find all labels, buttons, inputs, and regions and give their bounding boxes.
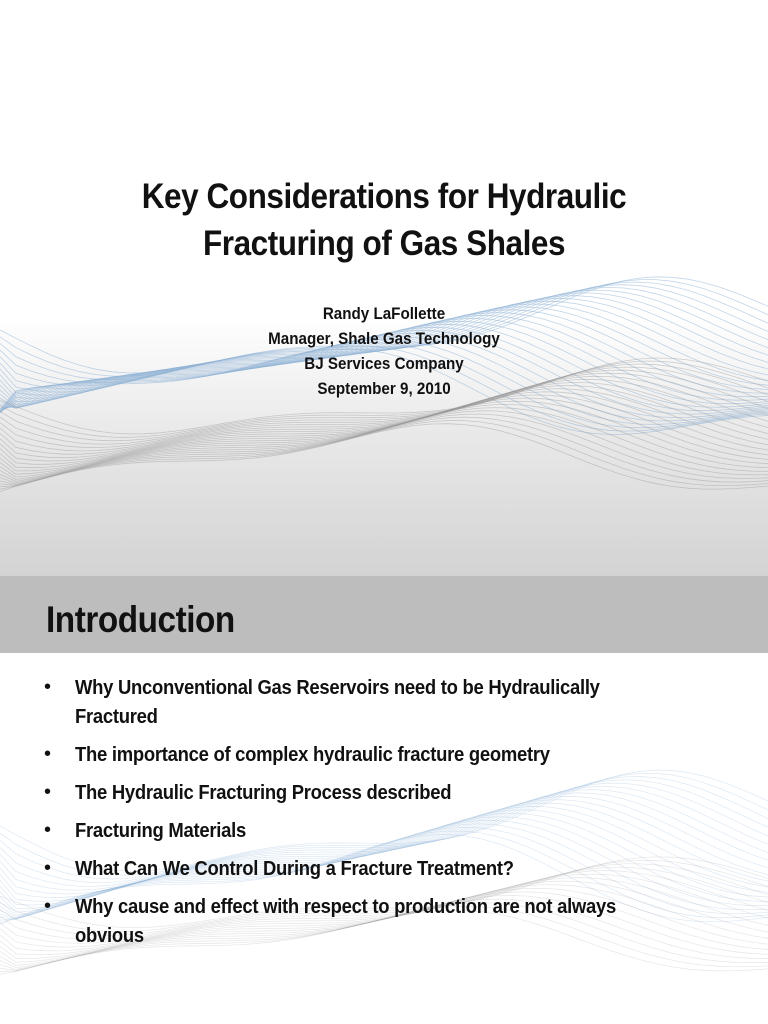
- bullet-text-line: Why cause and effect with respect to production are not always: [75, 895, 616, 918]
- presentation-title: [74, 173, 693, 267]
- slide-heading: Introduction: [46, 599, 235, 640]
- bullet-icon: •: [44, 857, 52, 879]
- bullet-item: [0, 778, 768, 807]
- bullet-icon: •: [44, 676, 52, 698]
- presentation-date: September 9, 2010: [317, 380, 451, 398]
- bullet-item: [0, 892, 768, 950]
- bullet-list: [0, 673, 768, 959]
- title-line: Key Considerations for Hydraulic: [141, 177, 627, 217]
- author-company: BJ Services Company: [304, 355, 464, 373]
- bullet-text-line: Fractured: [75, 705, 158, 728]
- bullet-text-line: obvious: [75, 924, 144, 947]
- bullet-text-line: The Hydraulic Fracturing Process described: [75, 781, 452, 804]
- author-block: [108, 302, 660, 402]
- bullet-text-line: Fracturing Materials: [75, 819, 246, 842]
- bullet-item: [0, 816, 768, 845]
- bullet-text-line: What Can We Control During a Fracture Treatment?: [75, 857, 514, 880]
- bullet-icon: •: [44, 819, 52, 841]
- slide-header-band: [0, 576, 768, 653]
- bullet-text-line: Why Unconventional Gas Reservoirs need to be Hydraulically: [75, 676, 600, 699]
- introduction-slide: [0, 576, 768, 1024]
- bullet-item: [0, 673, 768, 731]
- bullet-item: [0, 740, 768, 769]
- bullet-icon: •: [44, 743, 52, 765]
- bullet-icon: •: [44, 781, 52, 803]
- title-line: Fracturing of Gas Shales: [202, 224, 566, 264]
- author-position: Manager, Shale Gas Technology: [268, 330, 500, 348]
- author-name: Randy LaFollette: [322, 305, 446, 323]
- bullet-icon: •: [44, 895, 52, 917]
- bullet-item: [0, 854, 768, 883]
- bullet-text-line: The importance of complex hydraulic fracture geometry: [75, 743, 550, 766]
